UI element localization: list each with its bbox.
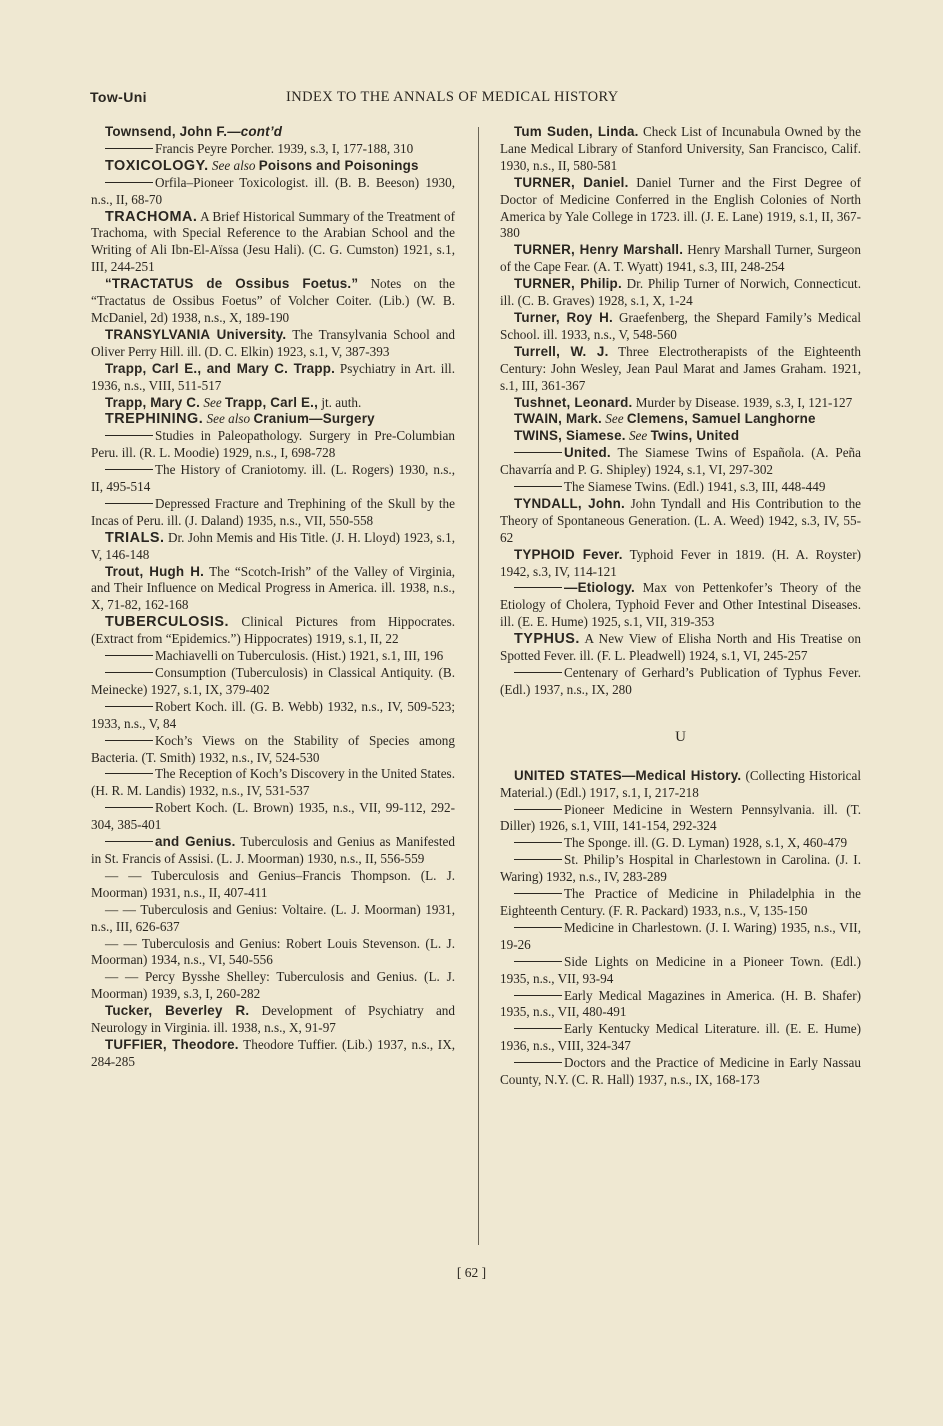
entry-heading: Trout, Hugh H. bbox=[105, 563, 205, 579]
index-entry bbox=[91, 648, 455, 665]
entry-heading: TOXICOLOGY. bbox=[105, 157, 209, 174]
entry-text: The “Scotch-Irish” of the Valley of Virginia, and Their Influence on Medical Progress in America. ill. 1938, n.s., X, 71-82, 162-168 bbox=[91, 563, 456, 613]
entry-heading: TURNER, Henry Marshall. bbox=[514, 242, 684, 258]
entry-heading: Tucker, Beverley R. bbox=[105, 1003, 250, 1019]
entry-text: The Siamese Twins. (Edl.) 1941, s.3, III, 448-449 bbox=[564, 479, 826, 495]
index-entry bbox=[91, 209, 455, 277]
entry-text: Side Lights on Medicine in a Pioneer Town. (Edl.) 1935, n.s., VII, 93-94 bbox=[500, 953, 861, 986]
see-target: Clemens, Samuel Langhorne bbox=[626, 411, 816, 427]
continuation-rule bbox=[105, 773, 153, 774]
entry-text: The Transylvania School and Oliver Perry Hill. ill. (D. C. Elkin) 1923, s.1, V, 387-393 bbox=[91, 326, 455, 359]
entry-heading: Trapp, Carl E., and Mary C. Trapp. bbox=[105, 360, 336, 376]
entry-heading: Tum Suden, Linda. bbox=[514, 124, 639, 139]
continuation-rule bbox=[514, 893, 562, 894]
continuation-rule bbox=[105, 655, 153, 656]
index-entry bbox=[91, 496, 455, 530]
continuation-rule bbox=[105, 740, 153, 741]
index-entry bbox=[500, 395, 861, 412]
entry-heading: Trapp, Mary C. bbox=[105, 394, 201, 410]
continuation-rule bbox=[105, 435, 153, 436]
entry-heading: TRACHOMA. bbox=[105, 208, 198, 225]
entry-heading: and Genius. bbox=[155, 834, 236, 850]
entry-text: Graefenberg, the Shepard Family’s Medical School. ill. 1933, n.s., V, 548-560 bbox=[500, 309, 861, 342]
continuation-rule bbox=[514, 1028, 562, 1029]
entry-text: Max von Pettenkofer’s Theory of the Etiology of Cholera, Typhoid Fever and Other Intestinal Diseases. ill. (E. E. Hume) 1925, s.1, VII, 319-353 bbox=[500, 580, 862, 630]
entry-text: St. Philip’s Hospital in Charlestown in Carolina. (J. I. Waring) 1932, n.s., IV, 283-289 bbox=[500, 852, 861, 885]
index-entry bbox=[91, 158, 455, 175]
continuation-rule bbox=[105, 503, 153, 504]
index-entry bbox=[91, 969, 455, 1003]
entry-text: A Brief Historical Summary of the Treatment of Trachoma, with Special Reference to the Arabian School and the Writing of Ali Ibn-El-Aïssa (Jesu Hali). (C. G. Cumston) 1921, s.1, III, 244-251 bbox=[91, 208, 455, 275]
index-entry bbox=[500, 920, 861, 954]
index-entry bbox=[500, 852, 861, 886]
continuation-rule bbox=[105, 672, 153, 673]
entry-text: (Collecting Historical Material.) (Edl.) 1917, s.1, I, 217-218 bbox=[500, 767, 861, 800]
index-entry bbox=[91, 868, 455, 902]
see-target: Poisons and Poisonings bbox=[258, 157, 419, 173]
continuation-dashes: — — bbox=[105, 867, 142, 883]
entry-text: Robert Koch. ill. (G. B. Webb) 1932, n.s., IV, 509-523; 1933, n.s., V, 84 bbox=[91, 698, 455, 731]
index-entry bbox=[91, 141, 455, 158]
entry-text: John Tyndall and His Contribution to the Theory of Spontaneous Generation. (L. A. Weed) 1942, s.3, IV, 55-62 bbox=[500, 495, 862, 545]
continuation-rule bbox=[514, 587, 562, 588]
section-letter: U bbox=[675, 728, 686, 745]
entry-heading: TWAIN, Mark. bbox=[514, 411, 602, 427]
continuation-rule bbox=[105, 706, 153, 707]
page-title: INDEX TO THE ANNALS OF MEDICAL HISTORY bbox=[286, 89, 619, 105]
index-entry bbox=[500, 835, 861, 852]
continuation-rule bbox=[514, 927, 562, 928]
entry-heading: Turrell, W. J. bbox=[514, 343, 609, 359]
entry-text: The History of Craniotomy. ill. (L. Rogers) 1930, n.s., II, 495-514 bbox=[91, 462, 455, 495]
see-target: Twins, United bbox=[650, 428, 740, 444]
entry-heading: TYNDALL, John. bbox=[514, 495, 625, 511]
entry-text: Orfila–Pioneer Toxicologist. ill. (B. B. Beeson) 1930, n.s., II, 68-70 bbox=[91, 174, 455, 207]
index-entry bbox=[91, 1037, 455, 1071]
entry-text: The Sponge. ill. (G. D. Lyman) 1928, s.1, X, 460-479 bbox=[564, 835, 848, 851]
entry-text: Tuberculosis and Genius as Manifested in St. Francis of Assisi. (L. J. Moorman) 1930, n.s., II, 556-559 bbox=[91, 834, 455, 866]
entry-heading: TUBERCULOSIS. bbox=[105, 614, 230, 631]
continuation-rule bbox=[514, 961, 562, 962]
index-entry bbox=[500, 428, 861, 445]
continuation-rule bbox=[514, 452, 562, 453]
index-entry bbox=[500, 124, 861, 175]
index-entry bbox=[91, 699, 455, 733]
index-entry bbox=[91, 564, 455, 615]
see-reference: See bbox=[605, 411, 624, 427]
index-entry bbox=[500, 479, 861, 496]
entry-text: Francis Peyre Porcher. 1939, s.3, I, 177-188, 310 bbox=[155, 140, 414, 156]
entry-text: Tuberculosis and Genius: Robert Louis Stevenson. (L. J. Moorman) 1934, n.s., VI, 540-556 bbox=[91, 935, 455, 968]
entry-heading: TUFFIER, Theodore. bbox=[105, 1036, 239, 1052]
entry-text: Consumption (Tuberculosis) in Classical Antiquity. (B. Meinecke) 1927, s.1, IX, 379-402 bbox=[91, 665, 455, 697]
entry-heading: TRANSYLVANIA University. bbox=[105, 326, 287, 342]
column-divider bbox=[478, 127, 479, 1245]
entry-text: Koch’s Views on the Stability of Species among Bacteria. (T. Smith) 1932, n.s., IV, 524-530 bbox=[91, 732, 455, 765]
entry-heading: TREPHINING. bbox=[105, 411, 204, 428]
index-entry bbox=[500, 580, 861, 631]
index-entry bbox=[91, 1003, 455, 1037]
entry-heading: TYPHUS. bbox=[514, 631, 580, 648]
index-entry bbox=[500, 344, 861, 395]
continuation-rule bbox=[105, 469, 153, 470]
index-entry bbox=[500, 175, 861, 243]
continuation-rule bbox=[514, 486, 562, 487]
entry-heading: TYPHOID Fever. bbox=[514, 546, 623, 562]
entry-text: Early Kentucky Medical Literature. ill. (E. E. Hume) 1936, n.s., VIII, 324-347 bbox=[500, 1021, 861, 1054]
see-reference: See bbox=[628, 428, 648, 444]
left-column bbox=[91, 124, 455, 1071]
index-entry bbox=[91, 428, 455, 462]
continuation-rule bbox=[514, 859, 562, 860]
index-entry bbox=[500, 802, 861, 836]
index-entry bbox=[91, 411, 455, 428]
entry-text: Henry Marshall Turner, Surgeon of the Cape Fear. (A. T. Wyatt) 1941, s.3, III, 248-254 bbox=[500, 242, 861, 275]
continuation-dashes: — — bbox=[105, 969, 139, 985]
entry-text: Studies in Paleopathology. Surgery in Pre-Columbian Peru. ill. (R. L. Moodie) 1929, n.s., I, 698-728 bbox=[91, 428, 455, 461]
entry-text: Centenary of Gerhard’s Publication of Typhus Fever. (Edl.) 1937, n.s., IX, 280 bbox=[500, 665, 861, 697]
index-entry bbox=[500, 276, 861, 310]
continuation-rule bbox=[514, 995, 562, 996]
entry-text: Tuberculosis and Genius–Francis Thompson. (L. J. Moorman) 1931, n.s., II, 407-411 bbox=[91, 867, 456, 900]
continuation-rule bbox=[105, 148, 153, 149]
entry-text: Tuberculosis and Genius: Voltaire. (L. J. Moorman) 1931, n.s., III, 626-637 bbox=[91, 901, 456, 934]
index-entry bbox=[500, 886, 861, 920]
index-entry bbox=[91, 902, 455, 936]
right-column bbox=[500, 124, 861, 1089]
continuation-rule bbox=[514, 809, 562, 810]
entry-text: Medicine in Charlestown. (J. I. Waring) 1935, n.s., VII, 19-26 bbox=[500, 919, 861, 952]
entry-text: Robert Koch. (L. Brown) 1935, n.s., VII, 99-112, 292-304, 385-401 bbox=[91, 800, 455, 833]
entry-text: Doctors and the Practice of Medicine in Early Nassau County, N.Y. (C. R. Hall) 1937, n.s., IX, 168-173 bbox=[500, 1055, 861, 1088]
continuation-rule bbox=[514, 842, 562, 843]
entry-text: Daniel Turner and the First Degree of Doctor of Medicine Conferred in the English Colonies of North America by Yale College in 1723. ill. (J. E. Lane) 1919, s.1, II, 367-380 bbox=[500, 174, 862, 241]
continuation-dashes: — — bbox=[105, 901, 136, 917]
page-header bbox=[90, 89, 860, 111]
entry-heading: Turner, Roy H. bbox=[514, 309, 613, 325]
entry-text: Check List of Incunabula Owned by the Lane Medical Library of Stanford University, San Francisco, Calif. 1930, n.s., II, 580-581 bbox=[500, 124, 861, 173]
see-target: Cranium—Surgery bbox=[253, 411, 375, 427]
index-entry bbox=[91, 766, 455, 800]
index-entry bbox=[91, 327, 455, 361]
index-entry bbox=[500, 768, 861, 802]
entry-text: Psychiatry in Art. ill. 1936, n.s., VIII, 511-517 bbox=[91, 360, 456, 393]
index-entry bbox=[500, 988, 861, 1022]
entry-text: The Reception of Koch’s Discovery in the United States. (H. R. M. Landis) 1932, n.s., IV, 531-537 bbox=[91, 766, 455, 799]
index-entry bbox=[500, 496, 861, 547]
entry-heading: United. bbox=[564, 445, 611, 461]
index-entry bbox=[500, 665, 861, 699]
index-entry bbox=[91, 462, 455, 496]
index-entry bbox=[500, 242, 861, 276]
index-entry bbox=[500, 411, 861, 428]
entry-heading-continued: —cont’d bbox=[227, 124, 283, 139]
entry-text: Clinical Pictures from Hippocrates. (Extract from “Epidemics.”) Hippocrates) 1919, s.1, II, 22 bbox=[91, 614, 456, 647]
entry-heading: UNITED STATES—Medical History. bbox=[514, 767, 742, 783]
index-entry bbox=[91, 665, 455, 699]
entry-text: Pioneer Medicine in Western Pennsylvania. ill. (T. Diller) 1926, s.1, VIII, 141-154, 292-324 bbox=[500, 801, 861, 834]
entry-text: Depressed Fracture and Trephining of the Skull by the Incas of Peru. ill. (J. Daland) 1935, n.s., VII, 550-558 bbox=[91, 495, 455, 528]
index-entry bbox=[91, 733, 455, 767]
index-entry bbox=[500, 1021, 861, 1055]
entry-heading: TWINS, Siamese. bbox=[514, 428, 626, 444]
continuation-dashes: — — bbox=[105, 935, 137, 951]
entry-heading: “TRACTATUS de Ossibus Foetus.” bbox=[105, 276, 359, 292]
entry-text: Dr. John Memis and His Title. (J. H. Lloyd) 1923, s.1, V, 146-148 bbox=[91, 529, 455, 562]
index-entry bbox=[91, 175, 455, 209]
index-entry bbox=[91, 124, 455, 141]
entry-text: Three Electrotherapists of the Eighteenth Century: John Wesley, Jean Paul Marat and James Graham. 1921, s.1, III, 361-367 bbox=[500, 343, 861, 393]
see-reference: See also bbox=[206, 411, 251, 427]
index-entry bbox=[91, 936, 455, 970]
entry-text: Early Medical Magazines in America. (H. B. Shafer) 1935, n.s., VII, 480-491 bbox=[500, 987, 861, 1020]
see-target: Trapp, Carl E., bbox=[224, 394, 319, 410]
page-number: [ 62 ] bbox=[456, 1265, 487, 1280]
entry-text: Dr. Philip Turner of Norwich, Connecticut. ill. (C. B. Graves) 1928, s.1, X, 1-24 bbox=[500, 276, 862, 309]
entry-text: Percy Bysshe Shelley: Tuberculosis and Genius. (L. J. Moorman) 1939, s.3, I, 260-282 bbox=[91, 969, 456, 1002]
index-entry bbox=[500, 445, 861, 479]
entry-text: Notes on the “Tractatus de Ossibus Foetus” of Volcher Coiter. (Lib.) (W. B. McDaniel, 2d) 1938, n.s., X, 189-190 bbox=[91, 276, 455, 325]
entry-heading: Tushnet, Leonard. bbox=[514, 394, 633, 410]
index-entry bbox=[500, 954, 861, 988]
index-entry bbox=[91, 834, 455, 868]
index-entry bbox=[91, 276, 455, 327]
index-entry bbox=[500, 1055, 861, 1089]
index-entry bbox=[91, 395, 455, 412]
entry-text: jt. auth. bbox=[321, 394, 362, 410]
see-reference: See bbox=[203, 394, 222, 410]
index-entry bbox=[91, 800, 455, 834]
index-entry bbox=[500, 547, 861, 581]
index-entry bbox=[91, 530, 455, 564]
entry-text: Development of Psychiatry and Neurology in Virginia. ill. 1938, n.s., X, 91-97 bbox=[91, 1003, 455, 1036]
entry-text: Machiavelli on Tuberculosis. (Hist.) 1921, s.1, III, 196 bbox=[155, 648, 444, 664]
continuation-rule bbox=[105, 182, 153, 183]
entry-text: A New View of Elisha North and His Treatise on Spotted Fever. ill. (F. L. Pleadwell) 1924, s.1, VI, 245-257 bbox=[500, 631, 861, 664]
continuation-rule bbox=[105, 807, 153, 808]
entry-heading: Townsend, John F. bbox=[105, 124, 228, 139]
index-entry bbox=[500, 310, 861, 344]
index-entry bbox=[91, 361, 455, 395]
entry-heading: —Etiology. bbox=[564, 580, 635, 596]
entry-text: The Siamese Twins of Española. (A. Peña Chavarría and P. G. Shipley) 1924, s.1, VI, 297-302 bbox=[500, 445, 862, 478]
continuation-rule bbox=[105, 841, 153, 842]
entry-heading: TRIALS. bbox=[105, 529, 165, 546]
entry-text: Typhoid Fever in 1819. (H. A. Royster) 1942, s.3, IV, 114-121 bbox=[500, 546, 861, 579]
entry-heading: TURNER, Daniel. bbox=[514, 174, 629, 190]
continuation-rule bbox=[514, 1062, 562, 1063]
entry-text: The Practice of Medicine in Philadelphia in the Eighteenth Century. (F. R. Packard) 1933, n.s., V, 135-150 bbox=[500, 886, 861, 918]
entry-heading: TURNER, Philip. bbox=[514, 276, 622, 292]
continuation-rule bbox=[514, 672, 562, 673]
section-range: Tow-Uni bbox=[90, 89, 147, 105]
entry-text: Murder by Disease. 1939, s.3, I, 121-127 bbox=[635, 394, 853, 410]
index-entry bbox=[91, 614, 455, 648]
index-entry bbox=[500, 631, 861, 665]
entry-text: Theodore Tuffier. (Lib.) 1937, n.s., IX, 284-285 bbox=[91, 1036, 456, 1069]
see-reference: See also bbox=[211, 157, 256, 173]
